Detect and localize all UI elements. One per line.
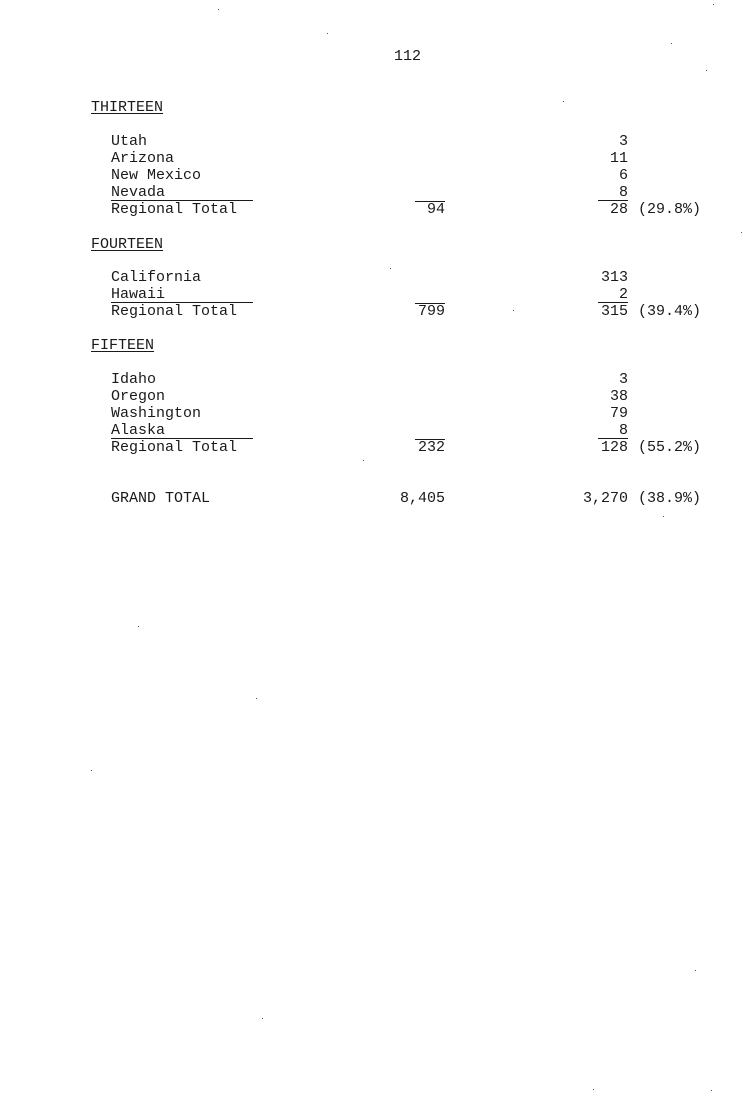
- regional-total: [415, 201, 445, 218]
- state-name: Idaho: [111, 371, 157, 388]
- state-name: Washington: [111, 405, 202, 422]
- scan-speck: [741, 232, 742, 233]
- state-count: [598, 422, 628, 439]
- scan-speck: [711, 1090, 712, 1091]
- regional-total-row: [0, 303, 750, 320]
- scan-speck: [706, 70, 707, 71]
- state-name: Oregon: [111, 388, 166, 405]
- state-count: 3: [618, 371, 628, 388]
- regional-total-value: 799: [415, 303, 445, 319]
- regional-total-row: [0, 201, 750, 218]
- state-count-underlined: 8: [598, 185, 628, 201]
- state-name-underlined: Hawaii: [111, 287, 253, 303]
- regional-percent: (55.2%): [638, 439, 702, 456]
- scan-speck: [262, 1018, 263, 1019]
- scan-speck: [218, 9, 219, 10]
- region-heading-thirteen: THIRTEEN: [91, 99, 164, 116]
- page-number: 112: [393, 48, 421, 65]
- state-count: 11: [609, 150, 628, 167]
- scan-speck: [593, 1089, 594, 1090]
- state-name: [111, 184, 253, 201]
- regional-total-value: 94: [415, 201, 445, 217]
- state-name: Arizona: [111, 150, 175, 167]
- scan-speck: [256, 698, 257, 699]
- scan-speck: [563, 101, 564, 102]
- table-row: [0, 269, 750, 286]
- scan-speck: [513, 310, 514, 311]
- table-row: [0, 371, 750, 388]
- state-name-underlined: Alaska: [111, 423, 253, 439]
- scan-speck: [138, 626, 139, 627]
- state-name-underlined: Nevada: [111, 185, 253, 201]
- state-name: [111, 286, 253, 303]
- scan-speck: [713, 4, 714, 5]
- scan-speck: [390, 268, 391, 269]
- state-count: 3: [618, 133, 628, 150]
- table-row: [0, 405, 750, 422]
- scan-speck: [363, 460, 364, 461]
- table-row: [0, 167, 750, 184]
- regional-percent: (29.8%): [638, 201, 702, 218]
- state-count: 79: [609, 405, 628, 422]
- regional-total: [415, 303, 445, 320]
- state-name: [111, 422, 253, 439]
- grand-total-count: 3,270: [582, 490, 628, 507]
- regional-percent: (39.4%): [638, 303, 702, 320]
- regional-total-value: 232: [415, 439, 445, 455]
- regional-total-label: Regional Total: [111, 439, 238, 456]
- scan-speck: [327, 33, 328, 34]
- table-row: [0, 133, 750, 150]
- regional-total-count: 28: [609, 201, 628, 218]
- state-name: Utah: [111, 133, 148, 150]
- table-row: [0, 286, 750, 303]
- state-count: [598, 286, 628, 303]
- regional-total-count: 315: [600, 303, 628, 320]
- state-count-underlined: 2: [598, 287, 628, 303]
- state-count: 6: [618, 167, 628, 184]
- state-count: [598, 184, 628, 201]
- grand-total-value: 8,405: [399, 490, 445, 507]
- state-count: 313: [600, 269, 628, 286]
- region-heading-fourteen: FOURTEEN: [91, 236, 164, 253]
- table-row: [0, 184, 750, 201]
- table-row: [0, 388, 750, 405]
- region-heading-fifteen: FIFTEEN: [91, 337, 155, 354]
- state-count: 38: [609, 388, 628, 405]
- regional-total-label: Regional Total: [111, 201, 238, 218]
- regional-total-label: Regional Total: [111, 303, 238, 320]
- state-name: New Mexico: [111, 167, 202, 184]
- grand-total-label: GRAND TOTAL: [111, 490, 211, 507]
- grand-total-row: [0, 490, 750, 507]
- table-row: [0, 150, 750, 167]
- state-name: California: [111, 269, 202, 286]
- state-count-underlined: 8: [598, 423, 628, 439]
- regional-total-count: 128: [600, 439, 628, 456]
- scan-speck: [663, 516, 664, 517]
- regional-total-row: [0, 439, 750, 456]
- regional-total: [415, 439, 445, 456]
- table-row: [0, 422, 750, 439]
- scan-speck: [695, 970, 696, 971]
- grand-total-percent: (38.9%): [638, 490, 702, 507]
- scan-speck: [671, 43, 672, 44]
- scan-speck: [91, 770, 92, 771]
